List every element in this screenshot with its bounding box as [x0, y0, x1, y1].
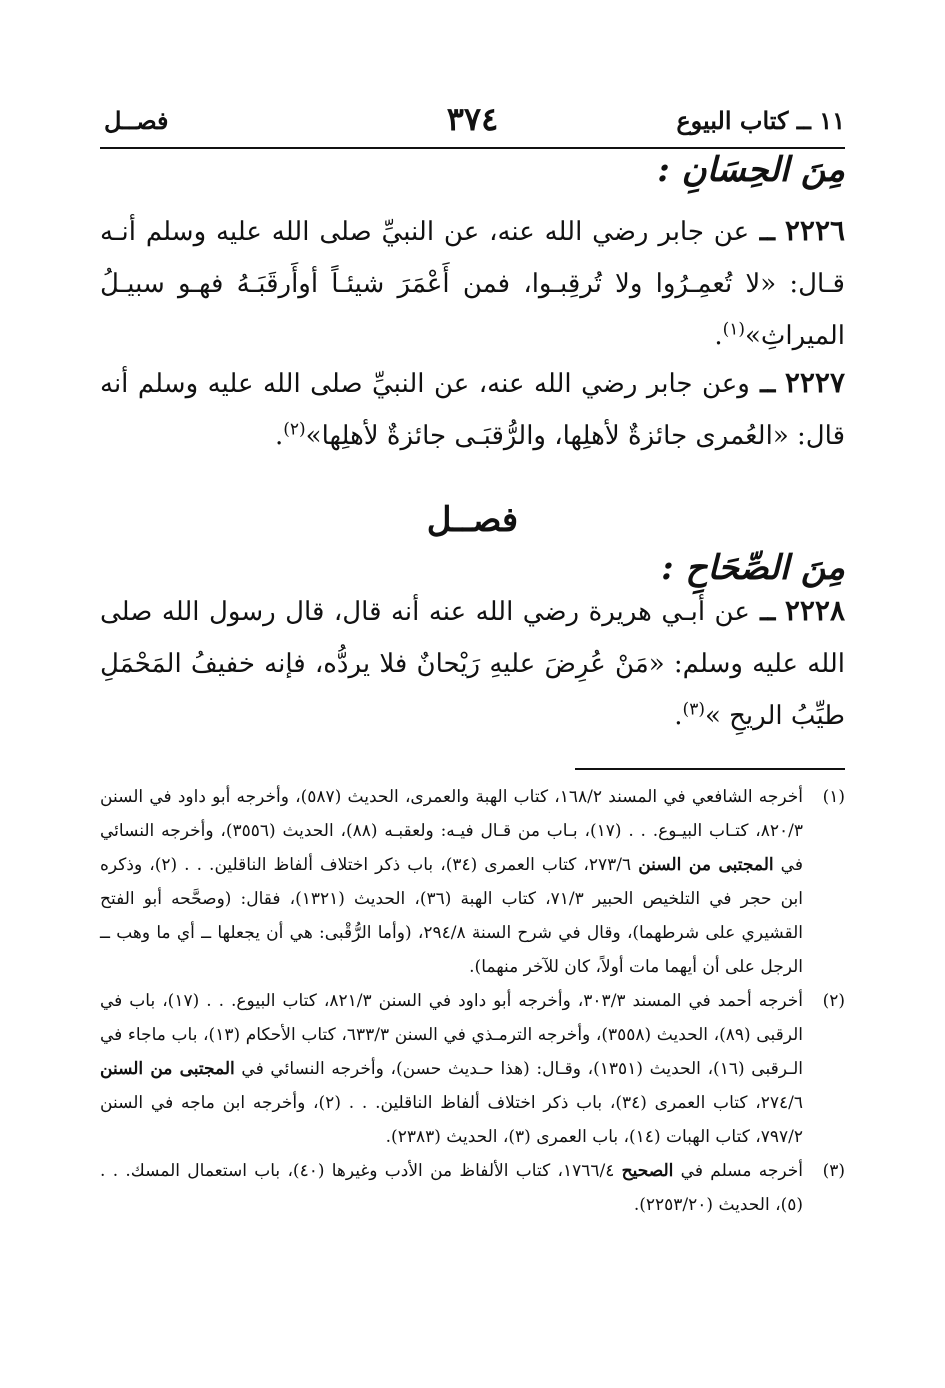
book-chapter-label: ١١ ــ كتاب البيوع — [676, 106, 845, 135]
hadith-2226: ٢٢٢٦ ــ عن جابر رضي الله عنه، عن النبيِّ صلى الله عليه وسلم أنـه قـال: «لا تُعمِـرُوا ولا تُرقِبـوا، فمن أَعْمَرَ شيئـاً أوأَرقَبَـهُ فهـو سبيـلُ الميراثِ»$^{(١)}$. — [100, 214, 846, 351]
section-label: فصــل — [104, 106, 169, 135]
footnote-bold-title: المجتبى من السنن — [638, 855, 774, 875]
hadith-2228: ٢٢٢٨ ــ عن أبـي هريرة رضي الله عنه أنه قال، قال رسول الله صلى الله عليه وسلم: «مَنْ عُرِضَ عليهِ رَيْحانٌ فلا يردُّه، فإنه خفيفُ المَحْمَلِ طيِّبُ الريحِ »$^{(٣)}$. — [100, 594, 845, 731]
footnote-bold-title: الصحيح — [621, 1161, 674, 1181]
footnote-text: أخرجه مسلم في — [673, 1161, 803, 1181]
hadith-text: عن جابر رضي الله عنه، عن النبيِّ صلى الله عليه وسلم أنـه قـال: «لا تُعمِـرُوا ولا تُرقِبـوا، فمن أَعْمَرَ شيئـاً أوأَرقَبَـهُ فهـو سبيـلُ الميراثِ» — [100, 217, 845, 351]
header-rule — [100, 147, 845, 149]
running-header — [100, 100, 845, 140]
section-heading-sihah: مِنَ الصِّحَاحِ : — [661, 548, 845, 588]
footnote-2 — [100, 984, 845, 1154]
page-number: ٣٧٤ — [446, 100, 499, 138]
hadith-number: ٢٢٢٨ — [784, 594, 845, 627]
footnote-bold-title: المجتبى من السنن — [100, 1059, 235, 1079]
section-heading-hisan: مِنَ الحِسَانِ : — [657, 150, 845, 190]
footnote-ref: (٢) — [283, 419, 306, 440]
footnote-ref: (٣) — [682, 699, 705, 720]
hadith-dash: ــ — [749, 597, 776, 627]
hadith-text: وعن جابر رضي الله عنه، عن النبيِّ صلى الله عليه وسلم أنه قال: «العُمرى جائزةٌ لأهلِها، والرُّقبَـى جائزةٌ لأهلِها» — [100, 369, 845, 451]
footnote-mark: (٢) — [822, 991, 845, 1011]
footnotes — [100, 780, 845, 1222]
hadith-number: ٢٢٢٦ — [784, 214, 846, 247]
book-page — [100, 0, 845, 1388]
footnote-3 — [100, 1154, 845, 1222]
footnote-text: أخرجه أحمد في المسند ٣٠٣/٣، وأخرجه أبو داود في السنن ٨٢١/٣، كتاب البيوع. . . (١٧)، باب في الرقبى (٨٩)، الحديث (٣٥٥٨)، وأخرجه الترمـذي في السنن ٦٣٣/٣، كتاب الأحكام (١٣)، باب ماجاء في الـرقبى (١٦)، الحديث (١٣٥١)، وقـال: (هذا حـديث حسن)، وأخرجه النسائي في — [100, 991, 803, 1079]
hadith-2227: ٢٢٢٧ ــ وعن جابر رضي الله عنه، عن النبيِّ صلى الله عليه وسلم أنه قال: «العُمرى جائزةٌ لأهلِها، والرُّقبَـى جائزةٌ لأهلِها»$^{(٢)}$. — [100, 366, 845, 451]
footnote-mark: (٣) — [822, 1161, 845, 1181]
footnote-rule — [575, 768, 845, 770]
footnote-text: ١٧٦٦/٤، كتاب الألفاظ من الأدب وغيرها (٤٠)، باب استعمال المسك. . . (٥)، الحديث (٢٢٥٣/٢٠). — [100, 1161, 803, 1215]
hadith-number: ٢٢٢٧ — [784, 366, 845, 399]
footnote-mark: (١) — [822, 787, 845, 807]
hadith-dash: ــ — [749, 217, 775, 247]
footnote-ref: (١) — [722, 319, 746, 340]
footnote-text: ٢٧٤/٦، كتاب العمرى (٣٤)، باب ذكر اختلاف ألفاظ الناقلين. . . (٢)، وأخرجه ابن ماجه في السنن ٧٩٧/٢، كتاب الهبات (١٤)، باب العمرى (٣)، الحديث (٢٣٨٣). — [100, 1093, 803, 1147]
hadith-dash: ــ — [749, 369, 776, 399]
footnote-text: أخرجه الشافعي في المسند ١٦٨/٢، كتاب الهبة والعمرى، الحديث (٥٨٧)، وأخرجه أبو داود في السنن ٨٢٠/٣، كتـاب البيـوع. . . (١٧)، بـاب من قـال فيـه: ولعقبـه (٨٨)، الحديث (٣٥٥٦)، وأخرجه النسائي في — [100, 787, 804, 875]
hadith-text: عن أبـي هريرة رضي الله عنه أنه قال، قال رسول الله صلى الله عليه وسلم: «مَنْ عُرِضَ عليهِ رَيْحانٌ فلا يردُّه، فإنه خفيفُ المَحْمَلِ طيِّبُ الريحِ » — [100, 597, 845, 731]
chapter-title: فصــل — [426, 500, 519, 540]
footnote-text: ٢٧٣/٦، كتاب العمرى (٣٤)، باب ذكر اختلاف ألفاظ الناقلين. . . (٢)، وذكره ابن حجر في التلخيص الحبير ٧١/٣، كتاب الهبة (٣٦)، الحديث (١٣٢١)، فقال: (وصحَّحه أبو الفتح القشيري على شرطهما)، وقال في شرح السنة ٢٩٤/٨، (وأما الرُّقْبى: هي أن يجعلها ــ أي ما وهب ــ الرجل على أن أيهما مات أولاً، كان للآخر منهما). — [100, 855, 803, 977]
footnote-1 — [100, 780, 845, 984]
